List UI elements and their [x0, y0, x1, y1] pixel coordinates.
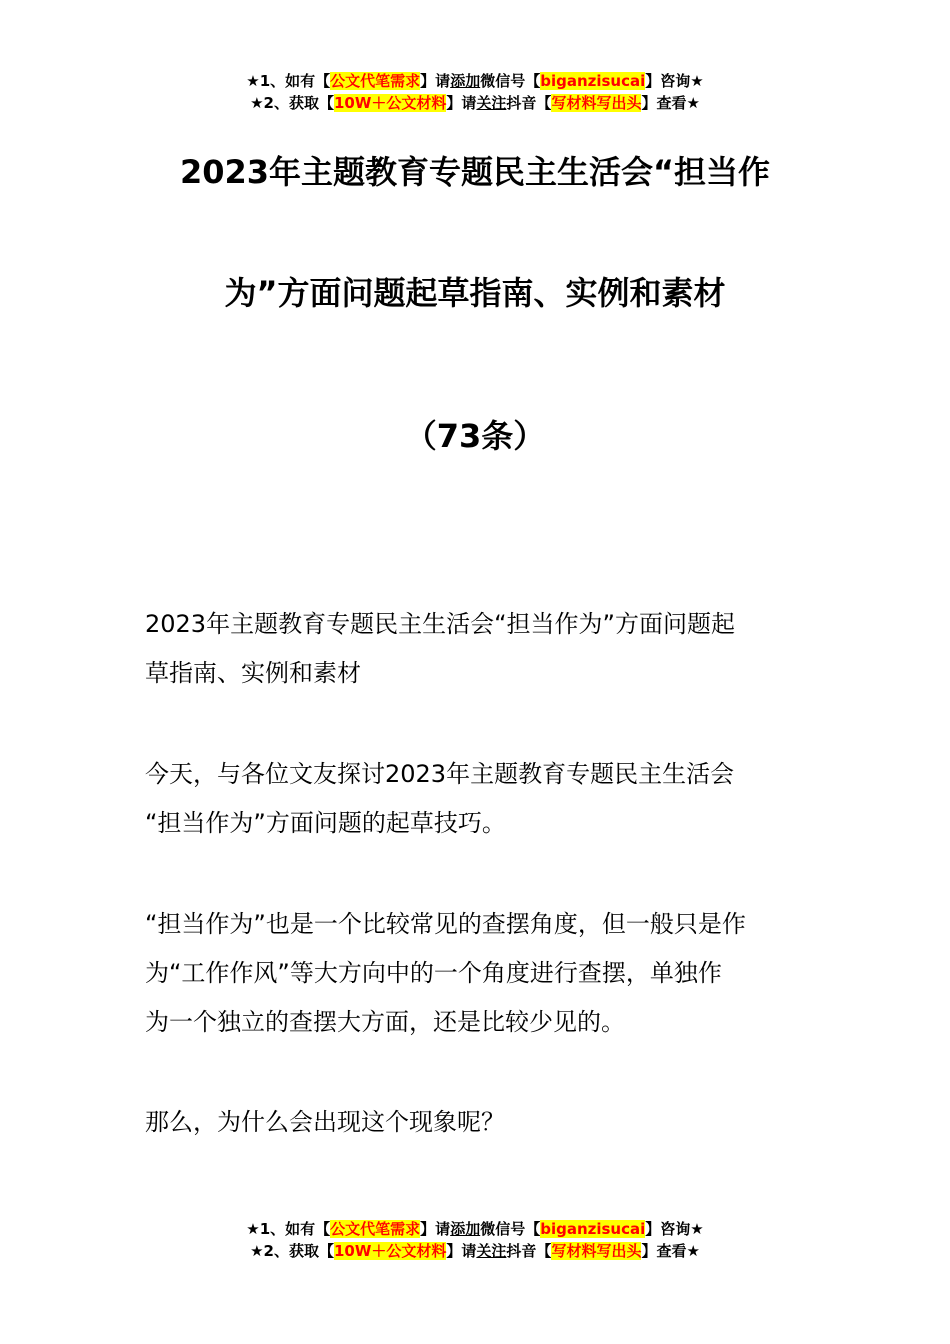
banner-highlight: 公文代笔需求 — [330, 1220, 421, 1238]
paragraph-2 — [145, 750, 810, 848]
banner-text: ★2、获取【 — [250, 94, 334, 112]
document-title-line-2: 为”方面问题起草指南、实例和素材 — [224, 274, 726, 312]
banner-text: 】请 — [446, 94, 477, 112]
paragraph-3 — [145, 900, 810, 1047]
banner-highlight: 10W＋公文材料 — [333, 94, 447, 112]
paragraph-4 — [145, 1098, 810, 1147]
banner-text: ★1、如有【 — [246, 72, 331, 90]
banner-text: 微信号【 — [480, 1220, 541, 1238]
paragraph-line: 为一个独立的查摆大方面，还是比较少见的。 — [145, 1008, 625, 1036]
paragraph-line: “担当作为”也是一个比较常见的查摆角度，但一般只是作 — [145, 910, 746, 938]
paragraph-line: 2023年主题教育专题民主生活会“担当作为”方面问题起 — [145, 610, 735, 638]
paragraph-line: “担当作为”方面问题的起草技巧。 — [145, 809, 506, 837]
banner-highlight: biganzisucai — [540, 1220, 646, 1238]
banner-line-2 — [0, 92, 950, 114]
header-banner — [0, 70, 950, 114]
banner-highlight: 公文代笔需求 — [330, 72, 421, 90]
banner-text: 抖音【 — [506, 1242, 552, 1260]
banner-text: 】咨询★ — [645, 72, 704, 90]
banner-line-1 — [0, 1218, 950, 1240]
banner-text: 抖音【 — [506, 94, 552, 112]
paragraph-line: 今天，与各位文友探讨2023年主题教育专题民主生活会 — [145, 760, 735, 788]
banner-text: ★1、如有【 — [246, 1220, 331, 1238]
banner-text: 】请 — [420, 72, 451, 90]
paragraph-line: 草指南、实例和素材 — [145, 659, 361, 687]
banner-line-1 — [0, 70, 950, 92]
banner-underlined: 添加 — [450, 72, 481, 90]
document-title-count: （73条） — [404, 417, 546, 455]
banner-text: 】查看★ — [641, 1242, 700, 1260]
banner-underlined: 关注 — [476, 1242, 507, 1260]
banner-highlight: 写材料写出头 — [551, 1242, 642, 1260]
paragraph-line: 那么，为什么会出现这个现象呢？ — [145, 1108, 505, 1136]
banner-text: 】请 — [446, 1242, 477, 1260]
banner-line-2 — [0, 1240, 950, 1262]
banner-text: 微信号【 — [480, 72, 541, 90]
document-title-line-1: 2023年主题教育专题民主生活会“担当作 — [179, 153, 771, 191]
banner-text: 】查看★ — [641, 94, 700, 112]
banner-highlight: biganzisucai — [540, 72, 646, 90]
banner-text: 】请 — [420, 1220, 451, 1238]
banner-text: ★2、获取【 — [250, 1242, 334, 1260]
paragraph-1 — [145, 600, 810, 698]
banner-highlight: 写材料写出头 — [551, 94, 642, 112]
banner-highlight: 10W＋公文材料 — [333, 1242, 447, 1260]
banner-underlined: 关注 — [476, 94, 507, 112]
banner-text: 】咨询★ — [645, 1220, 704, 1238]
banner-underlined: 添加 — [450, 1220, 481, 1238]
footer-banner — [0, 1218, 950, 1262]
paragraph-line: 为“工作作风”等大方向中的一个角度进行查摆，单独作 — [145, 959, 722, 987]
